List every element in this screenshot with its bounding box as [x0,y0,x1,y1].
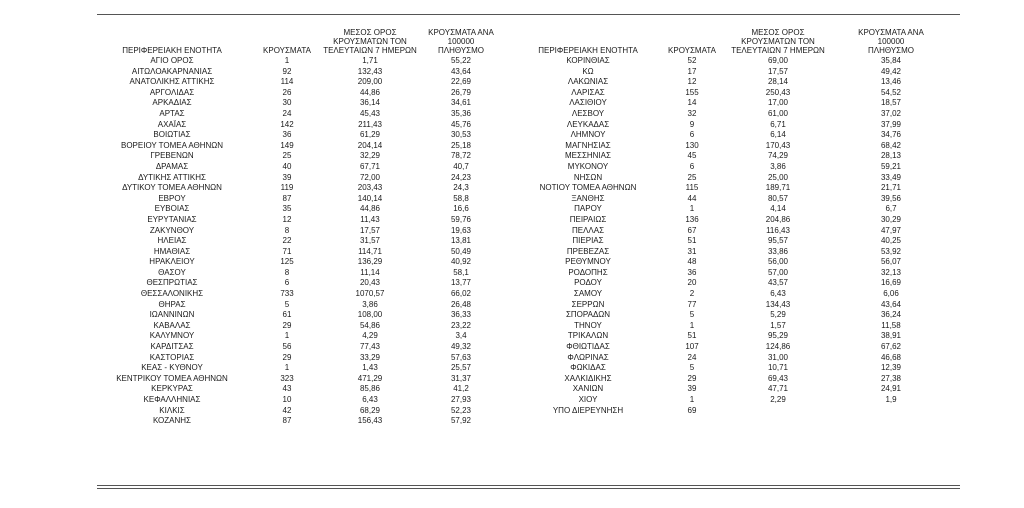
cases-cell: 36 [687,267,697,277]
cases-cell: 5 [689,363,695,373]
cases-cell: 25 [687,172,697,182]
region-cell: ΜΥΚΟΝΟΥ [567,161,609,171]
region-cell: ΠΕΙΡΑΙΩΣ [569,214,607,224]
header-per100k: ΚΡΟΥΣΜΑΤΑ ΑΝΑ 100000 ΠΛΗΘΥΣΜΟ [428,28,494,55]
cases-cell: 39 [687,384,697,394]
per100k-cell: 38,91 [880,331,902,341]
per100k-cell: 41,2 [453,384,469,394]
per100k-cell: 1,9 [885,395,897,404]
per100k-cell: 30,53 [450,130,472,140]
cases-cell: 1 [284,363,290,373]
cases-cell: 114 [280,77,294,87]
avg7-cell: 67,71 [359,161,381,171]
per100k-cell: 24,91 [880,384,902,394]
region-cell: ΧΙΟΥ [578,395,598,404]
per100k-cell: 52,23 [450,405,472,415]
region-cell: ΑΝΑΤΟΛΙΚΗΣ ΑΤΤΙΚΗΣ [129,77,215,87]
region-cell: ΤΗΝΟΥ [574,320,602,330]
cases-cell: 119 [280,183,294,193]
avg7-cell: 95,57 [767,236,789,246]
region-cell: ΜΑΓΝΗΣΙΑΣ [565,140,611,150]
region-cell: ΥΠΟ ΔΙΕΡΕΥΝΗΣΗ [552,405,624,415]
avg7-cell: 31,00 [767,352,789,362]
region-cell: ΛΗΜΝΟΥ [570,130,606,140]
region-cell: ΕΒΡΟΥ [158,193,186,203]
region-cell: ΡΟΔΟΠΗΣ [568,267,608,277]
per100k-cell: 43,64 [880,299,902,309]
region-cell: ΔΡΑΜΑΣ [155,161,189,171]
region-cell: ΛΑΡΙΣΑΣ [571,87,605,97]
avg7-cell: 156,43 [357,416,383,426]
avg7-cell: 1,71 [362,56,378,65]
cases-cell: 5 [284,299,290,309]
region-cell: ΚΩ [582,66,594,76]
region-cell: ΗΜΑΘΙΑΣ [153,246,191,256]
region-cell: ΣΠΟΡΑΔΩΝ [565,310,611,320]
avg7-cell: 36,14 [359,98,381,108]
per100k-cell: 68,42 [880,140,902,150]
region-cell: ΒΟΡΕΙΟΥ ΤΟΜΕΑ ΑΘΗΝΩΝ [120,140,224,150]
per100k-cell: 37,99 [880,119,902,129]
avg7-cell: 44,86 [359,87,381,97]
avg7-cell: 114,71 [358,246,382,256]
region-cell: ΚΑΛΥΜΝΟΥ [149,331,195,341]
region-cell: ΖΑΚΥΝΘΟΥ [149,225,195,235]
cases-cell: 142 [280,119,294,129]
cases-cell: 42 [282,405,292,415]
cases-cell: 125 [280,257,294,267]
avg7-cell: 136,29 [357,257,383,267]
avg7-cell: 17,57 [359,225,381,235]
per100k-cell: 26,48 [450,299,472,309]
per100k-cell: 26,79 [450,87,472,97]
per100k-cell: 18,57 [880,98,902,108]
per100k-cell: 6,06 [883,289,899,299]
cases-cell: 6 [284,278,290,288]
region-cell: ΛΕΣΒΟΥ [571,108,605,118]
cases-cell: 43 [282,384,292,394]
avg7-cell: 74,29 [767,151,789,161]
avg7-cell: 6,43 [362,395,378,404]
per100k-cell: 28,13 [880,151,902,161]
region-cell: ΡΟΔΟΥ [574,278,602,288]
per100k-cell: 19,63 [450,225,472,235]
cases-cell: 40 [282,161,292,171]
avg7-cell: 45,43 [359,108,381,118]
cases-cell: 9 [689,119,695,129]
per100k-cell: 46,68 [880,352,902,362]
region-cell: ΑΡΓΟΛΙΔΑΣ [149,87,195,97]
region-cell: ΘΕΣΣΑΛΟΝΙΚΗΣ [140,289,204,299]
per100k-cell: 40,25 [880,236,902,246]
avg7-cell: 56,00 [767,257,789,267]
per100k-cell: 49,42 [880,66,902,76]
avg7-cell: 132,43 [357,66,383,76]
per100k-cell: 34,61 [450,98,472,108]
per100k-cell: 58,1 [453,267,469,277]
cases-cell: 45 [687,151,697,161]
region-cell: ΠΕΛΛΑΣ [571,225,605,235]
avg7-cell: 17,00 [767,98,789,108]
per100k-cell: 24,3 [453,183,469,193]
cases-cell: 77 [687,299,697,309]
avg7-cell: 69,00 [767,56,789,65]
avg7-cell: 6,71 [770,119,786,129]
region-cell: ΑΧΑΪΑΣ [157,119,187,129]
cases-cell: 2 [689,289,695,299]
avg7-cell: 32,29 [359,151,381,161]
cases-cell: 22 [282,236,292,246]
avg7-cell: 3,86 [362,299,378,309]
region-cell: ΚΑΒΑΛΑΣ [153,320,191,330]
per100k-cell: 43,64 [450,66,472,76]
region-cell: ΦΩΚΙΔΑΣ [570,363,606,373]
cases-cell: 5 [689,310,695,320]
per100k-cell: 22,69 [450,77,472,87]
avg7-cell: 1,43 [362,363,378,373]
cases-cell: 29 [687,373,697,383]
cases-cell: 1 [689,320,695,330]
region-cell: ΣΑΜΟΥ [573,289,603,299]
avg7-cell: 80,57 [767,193,789,203]
per100k-cell: 47,97 [880,225,902,235]
cases-cell: 733 [280,289,294,299]
region-cell: ΠΑΡΟΥ [574,204,602,214]
per100k-cell: 13,46 [880,77,902,87]
avg7-cell: 209,00 [357,77,383,87]
avg7-cell: 11,14 [360,267,380,277]
region-cell: ΚΕΝΤΡΙΚΟΥ ΤΟΜΕΑ ΑΘΗΝΩΝ [116,373,228,383]
region-cell: ΤΡΙΚΑΛΩΝ [567,331,609,341]
bottom-rule-double [97,488,960,489]
per100k-cell: 49,32 [450,342,472,352]
cases-cell: 6 [689,130,695,140]
cases-cell: 29 [282,320,292,330]
region-cell: ΑΡΤΑΣ [159,108,185,118]
region-cell: ΘΕΣΠΡΩΤΙΑΣ [146,278,198,288]
cases-cell: 130 [685,140,699,150]
avg7-cell: 6,14 [770,130,786,140]
per100k-cell: 32,13 [880,267,902,277]
header-region: ΠΕΡΙΦΕΡΕΙΑΚΗ ΕΝΟΤΗΤΑ [538,46,638,55]
cases-cell: 51 [687,236,697,246]
header-avg7: ΜΕΣΟΣ ΟΡΟΣ ΚΡΟΥΣΜΑΤΩΝ ΤΟΝ ΤΕΛΕΥΤΑΙΩΝ 7 ΗΜΕΡΩΝ [323,28,417,55]
cases-cell: 107 [685,342,699,352]
per100k-cell: 57,92 [450,416,472,426]
per100k-cell: 35,36 [450,108,472,118]
per100k-cell: 50,49 [450,246,472,256]
region-cell: ΔΥΤΙΚΟΥ ΤΟΜΕΑ ΑΘΗΝΩΝ [122,183,222,193]
cases-cell: 56 [282,342,292,352]
avg7-cell: 203,43 [357,183,383,193]
avg7-cell: 28,14 [767,77,789,87]
header-cases: ΚΡΟΥΣΜΑΤΑ [263,46,311,55]
avg7-cell: 4,29 [362,331,378,341]
per100k-cell: 34,76 [880,130,902,140]
per100k-cell: 57,63 [450,352,472,362]
avg7-cell: 85,86 [359,384,381,394]
cases-cell: 10 [282,395,292,404]
per100k-cell: 6,7 [885,204,897,214]
cases-cell: 1 [284,56,290,65]
cases-cell: 29 [282,352,292,362]
per100k-cell: 27,93 [450,395,472,404]
avg7-cell: 4,14 [770,204,786,214]
cases-cell: 30 [282,98,292,108]
avg7-cell: 5,29 [770,310,786,320]
avg7-cell: 211,43 [358,119,382,129]
avg7-cell: 471,29 [357,373,383,383]
per100k-cell: 35,84 [880,56,902,65]
region-cell: ΚΕΑΣ - ΚΥΘΝΟΥ [141,363,203,373]
avg7-cell: 33,29 [359,352,381,362]
avg7-cell: 77,43 [359,342,381,352]
avg7-cell: 108,00 [357,310,383,320]
avg7-cell: 54,86 [359,320,381,330]
region-cell: ΔΥΤΙΚΗΣ ΑΤΤΙΚΗΣ [138,172,206,182]
cases-cell: 20 [687,278,697,288]
region-cell: ΘΗΡΑΣ [158,299,186,309]
per100k-cell: 37,02 [880,108,902,118]
header-region: ΠΕΡΙΦΕΡΕΙΑΚΗ ΕΝΟΤΗΤΑ [122,46,222,55]
per100k-cell: 36,24 [880,310,902,320]
per100k-cell: 25,18 [450,140,472,150]
cases-cell: 44 [687,193,697,203]
cases-cell: 149 [280,140,294,150]
region-cell: ΑΡΚΑΔΙΑΣ [152,98,192,108]
cases-cell: 8 [284,267,290,277]
per100k-cell: 59,21 [880,161,902,171]
cases-cell: 1 [284,331,290,341]
cases-cell: 67 [687,225,697,235]
cases-cell: 155 [685,87,699,97]
per100k-cell: 23,22 [450,320,472,330]
avg7-cell: 72,00 [359,172,381,182]
avg7-cell: 31,57 [359,236,381,246]
cases-cell: 87 [282,416,292,426]
per100k-cell: 13,77 [450,278,472,288]
avg7-cell: 11,43 [360,214,380,224]
avg7-cell: 116,43 [766,225,790,235]
region-cell: ΛΑΣΙΘΙΟΥ [569,98,607,108]
avg7-cell: 2,29 [770,395,786,404]
avg7-cell: 95,29 [767,331,789,341]
region-cell: ΚΟΖΑΝΗΣ [152,416,192,426]
avg7-cell: 250,43 [765,87,791,97]
per100k-cell: 16,69 [880,278,902,288]
cases-cell: 48 [687,257,697,267]
per100k-cell: 58,8 [453,193,469,203]
region-cell: ΣΕΡΡΩΝ [571,299,605,309]
region-cell: ΠΡΕΒΕΖΑΣ [566,246,610,256]
region-cell: ΡΕΘΥΜΝΟΥ [565,257,611,267]
region-cell: ΝΟΤΙΟΥ ΤΟΜΕΑ ΑΘΗΝΩΝ [539,183,637,193]
avg7-cell: 43,57 [767,278,789,288]
avg7-cell: 20,43 [359,278,381,288]
cases-cell: 12 [282,214,292,224]
cases-cell: 71 [282,246,292,256]
avg7-cell: 68,29 [359,405,381,415]
per100k-cell: 40,92 [450,257,472,267]
region-cell: ΚΟΡΙΝΘΙΑΣ [566,56,610,65]
region-cell: ΑΓΙΟ ΟΡΟΣ [150,56,194,65]
cases-cell: 52 [687,56,697,65]
region-cell: ΚΕΦΑΛΛΗΝΙΑΣ [143,395,201,404]
region-cell: ΧΑΝΙΩΝ [572,384,604,394]
region-cell: ΑΙΤΩΛΟΑΚΑΡΝΑΝΙΑΣ [131,66,213,76]
region-cell: ΚΙΛΚΙΣ [159,405,185,415]
region-cell: ΚΑΡΔΙΤΣΑΣ [150,342,194,352]
avg7-cell: 61,29 [359,130,381,140]
avg7-cell: 204,86 [765,214,791,224]
per100k-cell: 16,6 [453,204,469,214]
cases-cell: 35 [282,204,292,214]
header-avg7: ΜΕΣΟΣ ΟΡΟΣ ΚΡΟΥΣΜΑΤΩΝ ΤΟΝ ΤΕΛΕΥΤΑΙΩΝ 7 ΗΜΕΡΩΝ [731,28,825,55]
cases-cell: 136 [685,214,699,224]
per100k-cell: 11,58 [881,320,901,330]
avg7-cell: 134,43 [765,299,791,309]
per100k-cell: 27,38 [880,373,902,383]
region-cell: ΗΛΕΙΑΣ [157,236,187,246]
per100k-cell: 67,62 [880,342,902,352]
per100k-cell: 24,23 [450,172,472,182]
cases-cell: 26 [282,87,292,97]
region-cell: ΛΑΚΩΝΙΑΣ [567,77,609,87]
bottom-rule [97,485,960,486]
cases-cell: 36 [282,130,292,140]
per100k-cell: 31,37 [450,373,472,383]
top-rule [97,14,960,15]
per100k-cell: 3,4 [455,331,467,341]
avg7-cell: 1,57 [770,320,786,330]
region-cell: ΞΑΝΘΗΣ [571,193,605,203]
header-cases: ΚΡΟΥΣΜΑΤΑ [668,46,716,55]
cases-cell: 32 [687,108,697,118]
per100k-cell: 66,02 [450,289,472,299]
cases-cell: 39 [282,172,292,182]
cases-cell: 8 [284,225,290,235]
per100k-cell: 78,72 [450,151,472,161]
per100k-cell: 54,52 [880,87,902,97]
per100k-cell: 53,92 [880,246,902,256]
avg7-cell: 1070,57 [355,289,385,299]
avg7-cell: 57,00 [767,267,789,277]
cases-cell: 14 [687,98,697,108]
region-cell: ΝΗΣΩΝ [573,172,603,182]
avg7-cell: 69,43 [767,373,789,383]
per100k-cell: 56,07 [880,257,902,267]
region-cell: ΧΑΛΚΙΔΙΚΗΣ [564,373,612,383]
region-cell: ΜΕΣΣΗΝΙΑΣ [565,151,611,161]
avg7-cell: 124,86 [765,342,791,352]
region-cell: ΘΑΣΟΥ [158,267,186,277]
region-cell: ΗΡΑΚΛΕΙΟΥ [149,257,195,267]
region-cell: ΦΛΩΡΙΝΑΣ [567,352,609,362]
region-cell: ΙΩΑΝΝΙΝΩΝ [149,310,195,320]
cases-cell: 61 [282,310,292,320]
region-cell: ΕΥΒΟΙΑΣ [154,204,190,214]
avg7-cell: 189,71 [765,183,791,193]
avg7-cell: 33,86 [767,246,789,256]
cases-cell: 25 [282,151,292,161]
region-cell: ΠΙΕΡΙΑΣ [572,236,604,246]
per100k-cell: 30,29 [880,214,902,224]
cases-cell: 24 [282,108,292,118]
region-cell: ΕΥΡΥΤΑΝΙΑΣ [147,214,197,224]
per100k-cell: 13,81 [450,236,472,246]
cases-cell: 323 [280,373,294,383]
avg7-cell: 25,00 [767,172,789,182]
per100k-cell: 39,56 [880,193,902,203]
per100k-cell: 12,39 [880,363,902,373]
per100k-cell: 33,49 [880,172,902,182]
per100k-cell: 55,22 [450,56,472,65]
cases-cell: 69 [687,405,697,415]
cases-cell: 92 [282,66,292,76]
region-cell: ΓΡΕΒΕΝΩΝ [150,151,194,161]
cases-cell: 1 [689,395,695,404]
region-cell: ΛΕΥΚΑΔΑΣ [566,119,610,129]
cases-cell: 24 [687,352,697,362]
per100k-cell: 21,71 [880,183,902,193]
per100k-cell: 36,33 [450,310,472,320]
region-cell: ΚΑΣΤΟΡΙΑΣ [149,352,195,362]
avg7-cell: 170,43 [765,140,791,150]
cases-cell: 12 [687,77,697,87]
cases-cell: 31 [687,246,697,256]
header-per100k: ΚΡΟΥΣΜΑΤΑ ΑΝΑ 100000 ΠΛΗΘΥΣΜΟ [858,28,924,55]
cases-cell: 6 [689,161,695,171]
per100k-cell: 59,76 [450,214,472,224]
cases-cell: 115 [685,183,699,193]
avg7-cell: 17,57 [767,66,789,76]
avg7-cell: 204,14 [357,140,383,150]
avg7-cell: 10,71 [767,363,789,373]
per100k-cell: 40,7 [453,161,469,171]
avg7-cell: 3,86 [770,161,786,171]
region-cell: ΒΟΙΩΤΙΑΣ [153,130,191,140]
avg7-cell: 140,14 [357,193,383,203]
cases-cell: 51 [687,331,697,341]
cases-cell: 1 [689,204,695,214]
per100k-cell: 45,76 [450,119,472,129]
avg7-cell: 44,86 [359,204,381,214]
avg7-cell: 47,71 [767,384,789,394]
cases-cell: 17 [687,66,697,76]
avg7-cell: 6,43 [770,289,786,299]
per100k-cell: 25,57 [450,363,472,373]
cases-cell: 87 [282,193,292,203]
region-cell: ΦΘΙΩΤΙΔΑΣ [566,342,610,352]
region-cell: ΚΕΡΚΥΡΑΣ [151,384,193,394]
avg7-cell: 61,00 [767,108,789,118]
